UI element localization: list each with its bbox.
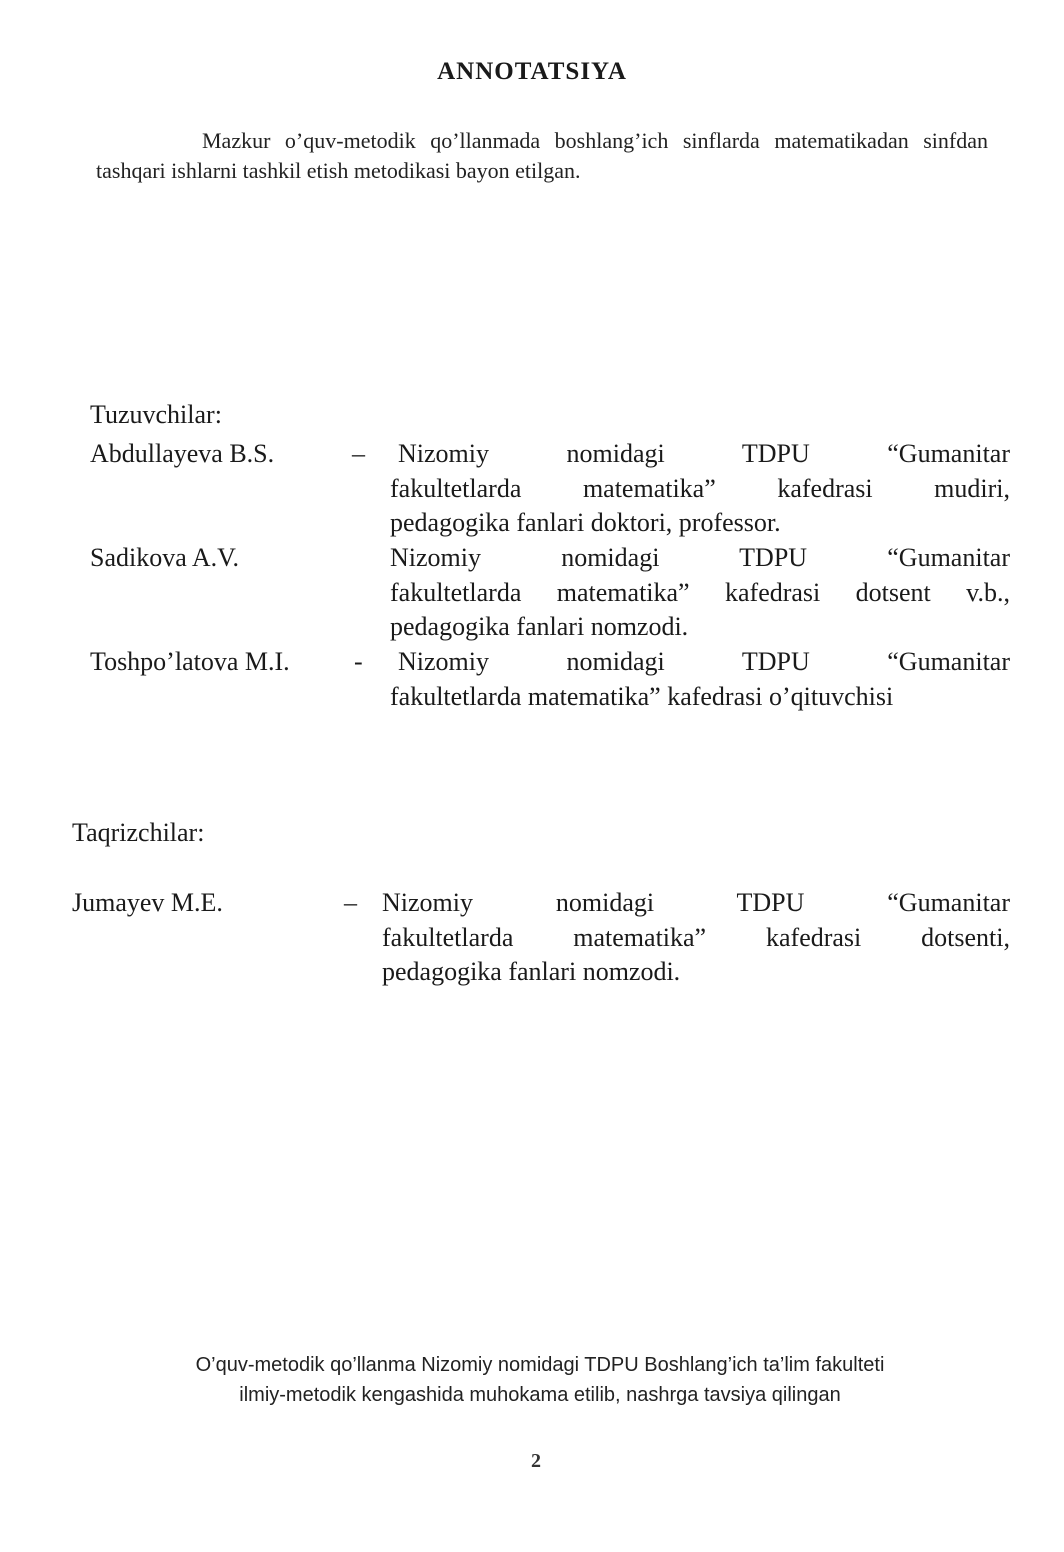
reviewer-affiliation [382, 886, 1010, 990]
author-dash: - [354, 647, 363, 676]
author-affiliation [390, 437, 1010, 541]
author-name: Toshpo’latova M.I. [90, 647, 290, 676]
affiliation-line: Nizomiy nomidagi TDPU “Gumanitar [398, 439, 1010, 468]
affiliation-line: fakultetlarda matematika” kafedrasi o’qituvchisi [390, 681, 894, 711]
reviewers-label: Taqrizchilar: [72, 818, 205, 847]
approval-note [60, 1350, 1020, 1410]
author-affiliation [390, 645, 1010, 714]
authors-label: Tuzuvchilar: [90, 400, 222, 429]
author-dash: – [352, 439, 365, 468]
affiliation-line: pedagogika fanlari nomzodi. [390, 612, 689, 641]
author-affiliation [390, 541, 1010, 645]
affiliation-line: Nizomiy nomidagi TDPU “Gumanitar [382, 888, 1010, 917]
page-title: ANNOTATSIYA [437, 58, 627, 85]
reviewer-name: Jumayev M.E. [72, 888, 223, 917]
affiliation-line: fakultetlarda matematika” kafedrasi dotsenti, [382, 922, 1010, 952]
affiliation-line: pedagogika fanlari nomzodi. [382, 957, 681, 986]
affiliation-line: fakultetlarda matematika” kafedrasi dotsent v.b., [390, 577, 1010, 607]
reviewer-dash: – [344, 888, 357, 917]
affiliation-line: Nizomiy nomidagi TDPU “Gumanitar [390, 543, 1010, 572]
approval-note-line: O’quv-metodik qo’llanma Nizomiy nomidagi TDPU Boshlang’ich ta’lim fakulteti [195, 1354, 885, 1376]
approval-note-line: ilmiy-metodik kengashida muhokama etilib, nashrga tavsiya qilingan [239, 1384, 841, 1406]
affiliation-line: fakultetlarda matematika” kafedrasi mudiri, [390, 473, 1010, 503]
affiliation-line: Nizomiy nomidagi TDPU “Gumanitar [398, 647, 1010, 676]
page-number: 2 [531, 1450, 541, 1472]
affiliation-line: pedagogika fanlari doktori, professor. [390, 508, 781, 537]
annotation-text: Mazkur o’quv-metodik qo’llanmada boshlang’ich sinflarda matematikadan sinfdan tashqari ishlarni tashkil etish metodikasi bayon etilgan. [96, 128, 988, 183]
author-name: Sadikova A.V. [90, 543, 240, 572]
author-name: Abdullayeva B.S. [90, 439, 275, 468]
